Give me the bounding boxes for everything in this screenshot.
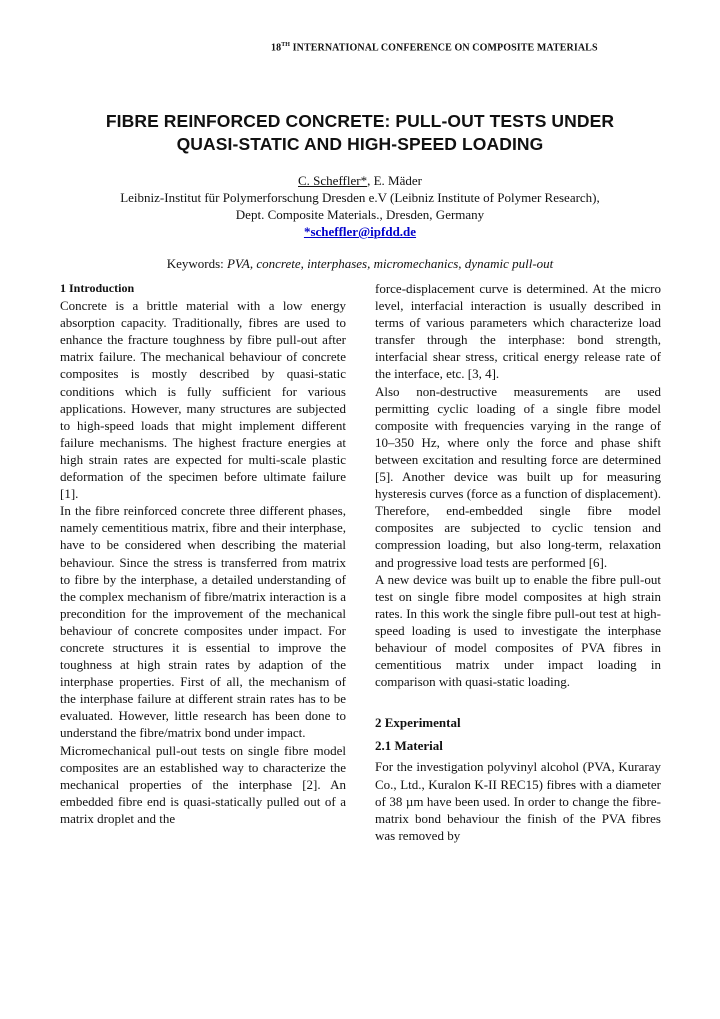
section-heading-experimental: 2 Experimental — [375, 715, 461, 731]
email-link[interactable]: *scheffler@ipfdd.de — [303, 224, 417, 239]
keywords-line — [0, 256, 720, 272]
affiliation-line-2: Dept. Composite Materials., Dresden, Germany — [235, 207, 485, 222]
title-line-1: FIBRE REINFORCED CONCRETE: PULL-OUT TESTS UNDER — [105, 111, 615, 131]
paragraph: Also non-destructive measurements are used permitting cyclic loading of a single fibre model composite with frequencies varying in the range of 10–350 Hz, where only the force and phase shift between excitation and resulting force are determined [5]. Another device was built up for measuring hysteresis curves (force as a function of displacement). Therefore, end-embedded single fibre model composites are subjected to cyclic tension and compression loading, but also long-term, relaxation and progressive load tests are performed [6]. — [375, 383, 661, 570]
paper-title — [60, 110, 660, 156]
corresponding-author: C. Scheffler* — [298, 173, 368, 188]
author-block — [0, 172, 720, 240]
paragraph: In the fibre reinforced concrete three different phases, namely cementitious matrix, fibre and their interphase, have to be considered when describing the material behaviour. Since the stress is transferred from matrix to fibre by the interphase, a detailed understanding of the complex mechanism of fibre/matrix interaction is a precondition for the improvement of the mechanical behaviour of concrete composites under impact. For concrete structures it is essential to improve the toughness at high strain rates by adaption of the interphase properties. First of all, the mechanism of the interphase failure at different strain rates has to be evaluated. However, little research has been done to understand the fibre/matrix bond under impact. — [60, 503, 346, 741]
paragraph: force-displacement curve is determined. At the micro level, interfacial interaction is usually described in terms of various parameters which characterize load transfer through the interphase: bond strength, interfacial shear stress, critical energy release rate of the interface, etc. [3, 4]. — [375, 281, 661, 382]
section-heading-introduction: 1 Introduction — [60, 281, 135, 295]
paragraph: A new device was built up to enable the fibre pull-out test on single fibre model composites at high strain rates. In this work the single fibre pull-out test at high-speed loading is used to investigate the interphase behaviour of model composites of PVA fibres in cementitious matrix under impact loading in comparison with quasi-static loading. — [375, 571, 661, 690]
keywords-text: PVA, concrete, interphases, micromechanics, dynamic pull-out — [227, 256, 554, 271]
keywords-label: Keywords: — [166, 256, 228, 271]
co-author: , E. Mäder — [367, 173, 422, 188]
header-number: 18 — [271, 42, 282, 54]
header-text: INTERNATIONAL CONFERENCE ON COMPOSITE MATERIALS — [290, 42, 598, 54]
paragraph: Micromechanical pull-out tests on single fibre model composites are an established way to characterize the mechanical properties of the interphase [2]. An embedded fibre end is quasi-statically pulled out of a matrix droplet and the — [60, 742, 346, 826]
author-names — [0, 172, 720, 189]
title-line-2: QUASI-STATIC AND HIGH-SPEED LOADING — [176, 134, 544, 154]
paragraph: For the investigation polyvinyl alcohol (PVA, Kuraray Co., Ltd., Kuralon K-II REC15) fibres with a diameter of 38 µm have been used. In order to change the fibre-matrix bond behaviour the finish of the PVA fibres was removed by — [375, 759, 661, 843]
subsection-heading-material: 2.1 Material — [375, 738, 443, 754]
header-superscript: TH — [281, 42, 291, 48]
affiliation-line-1: Leibniz-Institut für Polymerforschung Dresden e.V (Leibniz Institute of Polymer Research), — [120, 190, 600, 205]
left-column — [60, 280, 346, 827]
right-column — [375, 280, 661, 844]
paragraph: Concrete is a brittle material with a low energy absorption capacity. Traditionally, fibres are used to enhance the fracture toughness by fibre pull-out after matrix failure. The mechanical behaviour of concrete composites is mostly described by quasi-static conditions which is fully sufficient for various applications. However, many structures are subjected to high-speed loads that might implement different failure mechanisms. The highest fracture energies at high strain rates are expected for multi-scale plastic deformation of the specimen before ultimate failure [1]. — [60, 298, 346, 502]
